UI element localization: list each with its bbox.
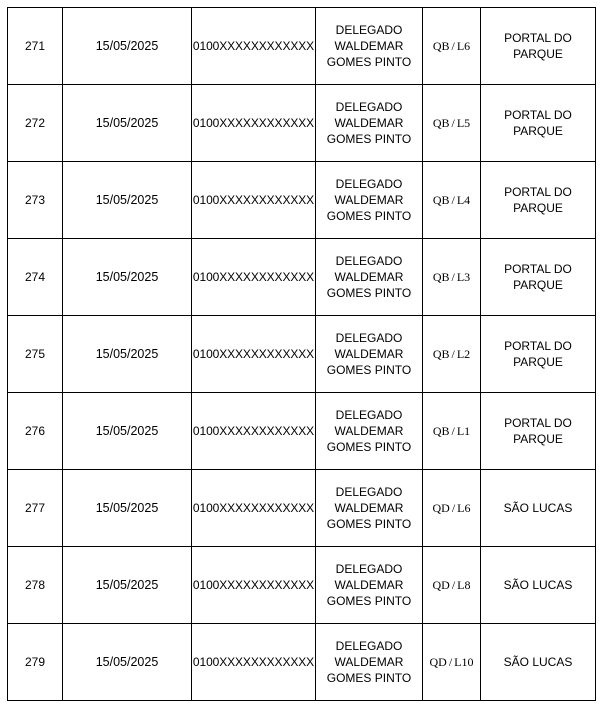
block-lot-cell — [423, 470, 481, 547]
record-number-cell — [8, 393, 63, 470]
block-lot-separator: / — [451, 193, 455, 207]
date-cell — [63, 393, 192, 470]
neighborhood-name-line: PORTAL DO — [504, 416, 572, 430]
street-name-line: WALDEMAR — [334, 39, 404, 53]
date-cell — [63, 470, 192, 547]
lot-label: L3 — [456, 270, 471, 284]
block-label: QB — [432, 193, 450, 207]
record-date: 15/05/2025 — [95, 270, 159, 284]
street-name-line: DELEGADO — [335, 23, 403, 37]
neighborhood-cell — [481, 393, 596, 470]
code-cell — [192, 85, 316, 162]
street-cell — [316, 470, 423, 547]
neighborhood-name-line: PORTAL DO — [504, 185, 572, 199]
record-code: 0100XXXXXXXXXXXX — [192, 578, 315, 592]
lot-label: L1 — [456, 424, 471, 438]
block-lot-separator: / — [448, 655, 453, 669]
record-code: 0100XXXXXXXXXXXX — [192, 424, 315, 438]
street-name-line: GOMES PINTO — [326, 440, 412, 454]
street-cell — [316, 316, 423, 393]
neighborhood-name-line: PARQUE — [513, 124, 563, 138]
record-date: 15/05/2025 — [95, 116, 159, 130]
street-name-line: WALDEMAR — [334, 270, 404, 284]
record-code: 0100XXXXXXXXXXXX — [192, 193, 315, 207]
record-number-cell — [8, 8, 63, 85]
neighborhood-name-line: PARQUE — [513, 47, 563, 61]
street-cell — [316, 239, 423, 316]
block-lot-cell — [423, 624, 481, 701]
date-cell — [63, 162, 192, 239]
street-name-line: DELEGADO — [335, 177, 403, 191]
record-date: 15/05/2025 — [95, 347, 159, 361]
block-lot-separator: / — [451, 270, 455, 284]
neighborhood-name-line: PARQUE — [513, 278, 563, 292]
date-cell — [63, 8, 192, 85]
neighborhood-name-line: PORTAL DO — [504, 31, 572, 45]
table-row — [8, 547, 596, 624]
table-row — [8, 85, 596, 162]
neighborhood-name-line: SÃO LUCAS — [503, 578, 573, 592]
neighborhood-cell — [481, 162, 596, 239]
records-table — [7, 7, 596, 701]
record-code: 0100XXXXXXXXXXXX — [192, 347, 315, 361]
street-name-line: WALDEMAR — [334, 116, 404, 130]
date-cell — [63, 547, 192, 624]
table-row — [8, 239, 596, 316]
record-date: 15/05/2025 — [95, 578, 159, 592]
neighborhood-cell — [481, 547, 596, 624]
street-name-line: GOMES PINTO — [326, 286, 412, 300]
date-cell — [63, 85, 192, 162]
street-name-line: GOMES PINTO — [326, 517, 412, 531]
block-lot-cell — [423, 85, 481, 162]
neighborhood-cell — [481, 239, 596, 316]
lot-label: L6 — [456, 39, 471, 53]
block-lot-cell — [423, 8, 481, 85]
table-row — [8, 393, 596, 470]
street-name-line: GOMES PINTO — [326, 594, 412, 608]
lot-label: L8 — [457, 578, 471, 592]
neighborhood-cell — [481, 8, 596, 85]
lot-label: L5 — [456, 116, 471, 130]
street-name-line: GOMES PINTO — [326, 209, 412, 223]
record-code: 0100XXXXXXXXXXXX — [192, 501, 315, 515]
street-name-line: DELEGADO — [335, 100, 403, 114]
street-name-line: WALDEMAR — [334, 578, 404, 592]
code-cell — [192, 624, 316, 701]
record-number: 277 — [24, 501, 46, 515]
block-lot-separator: / — [451, 39, 455, 53]
block-label: QD — [429, 655, 447, 669]
record-number: 278 — [24, 578, 46, 592]
street-cell — [316, 85, 423, 162]
record-number-cell — [8, 547, 63, 624]
lot-label: L10 — [454, 655, 474, 669]
records-table-body — [8, 8, 596, 701]
block-label: QB — [432, 424, 450, 438]
street-name-line: WALDEMAR — [334, 193, 404, 207]
record-number: 274 — [24, 270, 46, 284]
neighborhood-name-line: PORTAL DO — [504, 108, 572, 122]
record-date: 15/05/2025 — [95, 193, 159, 207]
record-date: 15/05/2025 — [95, 655, 159, 669]
street-name-line: GOMES PINTO — [326, 132, 412, 146]
block-lot-separator: / — [451, 501, 456, 515]
street-name-line: WALDEMAR — [334, 501, 404, 515]
street-cell — [316, 624, 423, 701]
table-row — [8, 8, 596, 85]
block-label: QB — [432, 270, 450, 284]
street-name-line: GOMES PINTO — [326, 363, 412, 377]
record-number-cell — [8, 162, 63, 239]
record-number: 271 — [24, 39, 46, 53]
block-label: QB — [432, 116, 450, 130]
record-date: 15/05/2025 — [95, 39, 159, 53]
table-row — [8, 624, 596, 701]
lot-label: L4 — [456, 193, 471, 207]
block-label: QB — [432, 347, 450, 361]
record-code: 0100XXXXXXXXXXXX — [192, 655, 315, 669]
block-lot-cell — [423, 239, 481, 316]
record-number: 273 — [24, 193, 46, 207]
street-cell — [316, 162, 423, 239]
block-lot-cell — [423, 547, 481, 624]
neighborhood-name-line: PARQUE — [513, 201, 563, 215]
street-name-line: DELEGADO — [335, 331, 403, 345]
street-name-line: WALDEMAR — [334, 424, 404, 438]
date-cell — [63, 624, 192, 701]
street-name-line: DELEGADO — [335, 639, 403, 653]
neighborhood-name-line: PORTAL DO — [504, 262, 572, 276]
lot-label: L2 — [456, 347, 471, 361]
lot-label: L6 — [457, 501, 471, 515]
neighborhood-cell — [481, 624, 596, 701]
record-number-cell — [8, 316, 63, 393]
table-row — [8, 316, 596, 393]
table-row — [8, 162, 596, 239]
street-name-line: DELEGADO — [335, 485, 403, 499]
block-label: QB — [432, 39, 450, 53]
street-name-line: WALDEMAR — [334, 347, 404, 361]
neighborhood-cell — [481, 470, 596, 547]
record-number-cell — [8, 624, 63, 701]
record-code: 0100XXXXXXXXXXXX — [192, 270, 315, 284]
neighborhood-name-line: PORTAL DO — [504, 339, 572, 353]
code-cell — [192, 162, 316, 239]
neighborhood-cell — [481, 85, 596, 162]
record-number-cell — [8, 239, 63, 316]
code-cell — [192, 316, 316, 393]
street-name-line: GOMES PINTO — [326, 55, 412, 69]
code-cell — [192, 239, 316, 316]
record-number: 276 — [24, 424, 46, 438]
street-name-line: GOMES PINTO — [326, 671, 412, 685]
street-name-line: DELEGADO — [335, 408, 403, 422]
record-number: 272 — [24, 116, 46, 130]
neighborhood-name-line: PARQUE — [513, 355, 563, 369]
record-number-cell — [8, 470, 63, 547]
block-lot-cell — [423, 316, 481, 393]
street-name-line: WALDEMAR — [334, 655, 404, 669]
neighborhood-name-line: SÃO LUCAS — [503, 501, 573, 515]
code-cell — [192, 470, 316, 547]
code-cell — [192, 393, 316, 470]
record-date: 15/05/2025 — [95, 501, 159, 515]
date-cell — [63, 239, 192, 316]
record-code: 0100XXXXXXXXXXXX — [192, 39, 315, 53]
street-name-line: DELEGADO — [335, 254, 403, 268]
block-lot-cell — [423, 393, 481, 470]
street-name-line: DELEGADO — [335, 562, 403, 576]
date-cell — [63, 316, 192, 393]
street-cell — [316, 393, 423, 470]
record-number: 275 — [24, 347, 46, 361]
block-label: QD — [432, 578, 450, 592]
record-number-cell — [8, 85, 63, 162]
street-cell — [316, 8, 423, 85]
neighborhood-cell — [481, 316, 596, 393]
record-code: 0100XXXXXXXXXXXX — [192, 116, 315, 130]
record-number: 279 — [24, 655, 46, 669]
block-lot-separator: / — [451, 578, 456, 592]
code-cell — [192, 547, 316, 624]
block-lot-separator: / — [451, 116, 455, 130]
street-cell — [316, 547, 423, 624]
block-lot-separator: / — [451, 424, 455, 438]
code-cell — [192, 8, 316, 85]
block-lot-separator: / — [451, 347, 455, 361]
table-row — [8, 470, 596, 547]
block-lot-cell — [423, 162, 481, 239]
record-date: 15/05/2025 — [95, 424, 159, 438]
neighborhood-name-line: SÃO LUCAS — [503, 655, 573, 669]
neighborhood-name-line: PARQUE — [513, 432, 563, 446]
block-label: QD — [432, 501, 450, 515]
